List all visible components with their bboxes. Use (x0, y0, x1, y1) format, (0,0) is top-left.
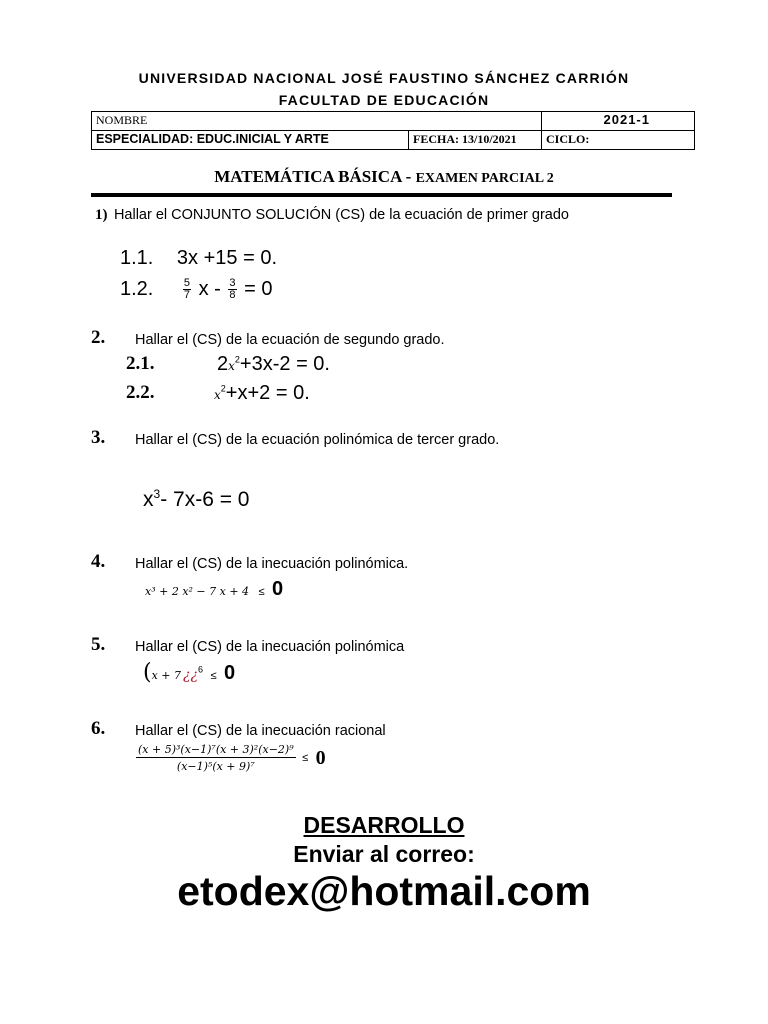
fecha-value: FECHA: 13/10/2021 (413, 132, 517, 146)
variable: x (228, 359, 235, 373)
equation-middle: x - (198, 278, 221, 300)
fraction-5-7 (183, 278, 191, 301)
student-info-table (91, 111, 695, 150)
item-2-2-number: 2.2. (126, 382, 155, 403)
question-1-number: 1) (95, 207, 108, 223)
question-6-inequality (136, 743, 326, 773)
nombre-label: NOMBRE (96, 113, 148, 127)
title-dash: - (401, 167, 416, 186)
exponent: 2 (220, 383, 226, 394)
question-5-number: 5. (91, 634, 106, 655)
item-1-1-number: 1.1. (120, 247, 154, 269)
item-2-2-equation (214, 382, 310, 405)
nombre-field (92, 112, 542, 131)
exam-name: EXAMEN PARCIAL 2 (415, 171, 554, 186)
question-6 (91, 718, 386, 740)
fraction-numerator: 3 (229, 277, 236, 290)
university-name: UNIVERSIDAD NACIONAL JOSÉ FAUSTINO SÁNCHEZ CARRIÓN (138, 70, 630, 86)
fraction-3-8 (228, 278, 236, 301)
coefficient: 2 (217, 353, 229, 375)
question-4-text: Hallar el (CS) de la inecuación polinómica. (135, 556, 409, 572)
especialidad-cell (92, 131, 409, 150)
equation-exponent: 3 (153, 487, 161, 501)
equation-tail: +x+2 = 0. (225, 382, 310, 404)
question-3-text: Hallar el (CS) de la ecuación polinómica de tercer grado. (135, 432, 500, 448)
rational-expression (136, 743, 296, 773)
faculty-name: FACULTAD DE EDUCACIÓN (278, 92, 490, 108)
item-2-2 (126, 382, 310, 404)
variable: x (214, 388, 221, 402)
especialidad-value: ESPECIALIDAD: EDUC.INICIAL Y ARTE (96, 132, 329, 146)
question-2 (91, 327, 445, 349)
relation-symbol: ≤ (210, 670, 217, 682)
course-title (0, 167, 768, 187)
period-cell (542, 112, 695, 131)
item-1-2-equation (181, 278, 273, 300)
item-1-2 (120, 278, 272, 301)
binomial-expression: x + 7 (151, 669, 182, 682)
send-instruction: Enviar al correo: (293, 841, 475, 867)
exponent: 2 (234, 354, 240, 365)
course-name: MATEMÁTICA BÁSICA (214, 167, 402, 186)
development-heading: DESARROLLO (303, 812, 465, 838)
denominator: (x−1)⁵(x + 9)⁷ (176, 760, 255, 773)
question-5-text: Hallar el (CS) de la inecuación polinómica (135, 639, 405, 655)
question-3-number: 3. (91, 427, 106, 448)
right-hand-side: 0 (272, 578, 284, 600)
right-hand-side: 0 (224, 662, 236, 684)
question-4-number: 4. (91, 551, 106, 572)
ciclo-cell (542, 131, 695, 150)
numerator: (x + 5)³(x−1)⁷(x + 3)²(x−2)⁹ (138, 743, 294, 756)
relation-symbol: ≤ (302, 752, 309, 764)
question-6-text: Hallar el (CS) de la inecuación racional (135, 723, 386, 739)
item-1-1 (120, 247, 277, 270)
relation-symbol: ≤ (258, 586, 265, 598)
item-2-1-number: 2.1. (126, 353, 155, 374)
contact-email: etodex@hotmail.com (177, 868, 591, 914)
question-5-inequality (143, 660, 235, 685)
question-1-text: Hallar el CONJUNTO SOLUCIÓN (CS) de la ecuación de primer grado (113, 207, 569, 223)
question-4-inequality (145, 578, 283, 601)
item-1-2-number: 1.2. (120, 278, 154, 300)
question-1 (95, 206, 569, 224)
period-value: 2021-1 (603, 112, 650, 127)
fraction-denominator: 7 (183, 289, 191, 302)
equation-tail: +3x-2 = 0. (239, 353, 330, 375)
question-4 (91, 551, 409, 573)
right-hand-side: 0 (315, 746, 326, 769)
question-5 (91, 634, 405, 656)
item-1-1-equation: 3x +15 = 0. (176, 247, 277, 269)
question-6-number: 6. (91, 718, 106, 739)
corrupted-glyph: ¿¿ (183, 667, 199, 683)
question-3-equation (143, 487, 249, 512)
fraction-denominator: 8 (229, 289, 236, 302)
fecha-cell (409, 131, 542, 150)
question-2-number: 2. (91, 327, 106, 348)
item-2-1 (126, 353, 330, 375)
item-2-1-equation (217, 353, 330, 376)
exponent: 6 (198, 664, 204, 675)
question-2-text: Hallar el (CS) de la ecuación de segundo grado. (135, 332, 445, 348)
equation-base: x (143, 488, 154, 511)
polynomial-expression: x³ + 2 x² − 7 x + 4 (145, 585, 250, 598)
ciclo-label: CICLO: (546, 132, 590, 146)
equation-tail: - 7x-6 = 0 (160, 488, 250, 511)
title-rule (91, 193, 672, 197)
question-3 (91, 427, 500, 449)
open-paren: ( (143, 660, 152, 685)
equation-tail: = 0 (244, 278, 273, 300)
fraction-numerator: 5 (183, 277, 191, 290)
